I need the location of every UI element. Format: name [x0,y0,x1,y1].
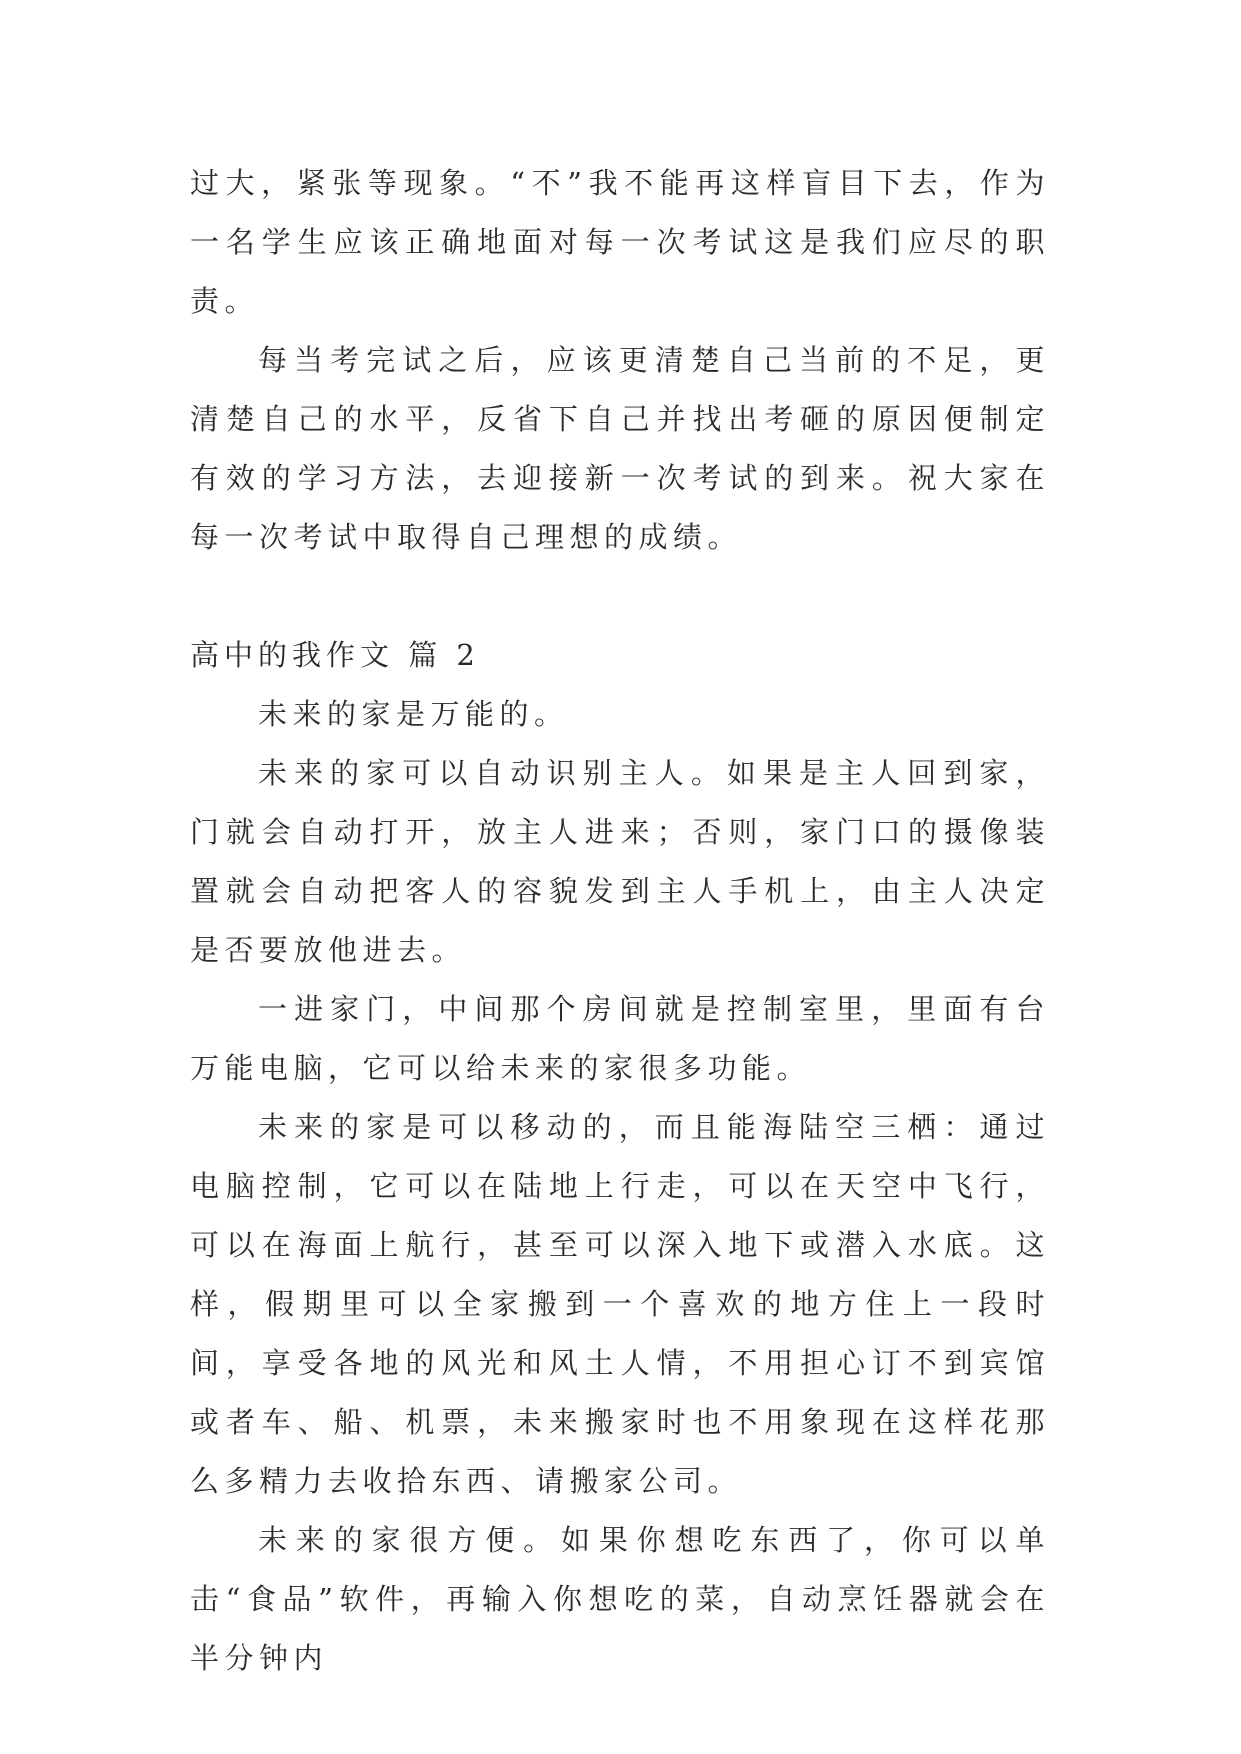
paragraph-1: 未来的家是万能的。 [258,697,569,731]
paragraph-conclusion: 每当考完试之后，应该更清楚自己当前的不足，更清楚自己的水平，反省下自己并找出考砸的原因便制定有效的学习方法，去迎接新一次考试的到来。祝大家在每一次考试中取得自己理想的成绩。 [190,343,1050,554]
paragraph-5: 未来的家很方便。如果你想吃东西了，你可以单击“食品”软件，再输入你想吃的菜，自动烹饪器就会在半分钟内 [190,1523,1050,1675]
paragraph-3: 一进家门，中间那个房间就是控制室里，里面有台万能电脑，它可以给未来的家很多功能。 [190,992,1050,1085]
paragraph-2: 未来的家可以自动识别主人。如果是主人回到家，门就会自动打开，放主人进来；否则，家门口的摄像装置就会自动把客人的容貌发到主人手机上，由主人决定是否要放他进去。 [190,756,1050,967]
section-heading: 高中的我作文 篇 2 [190,638,480,672]
paragraph-4: 未来的家是可以移动的，而且能海陆空三栖：通过电脑控制，它可以在陆地上行走，可以在天空中飞行，可以在海面上航行，甚至可以深入地下或潜入水底。这样，假期里可以全家搬到一个喜欢的地方住上一段时间，享受各地的风光和风土人情，不用担心订不到宾馆或者车、船、机票，未来搬家时也不用象现在这样花那么多精力去收拾东西、请搬家公司。 [190,1110,1050,1498]
paragraph-continuation: 过大，紧张等现象。“不”我不能再这样盲目下去，作为一名学生应该正确地面对每一次考试这是我们应尽的职责。 [190,166,1050,318]
document-body [190,154,1050,1688]
